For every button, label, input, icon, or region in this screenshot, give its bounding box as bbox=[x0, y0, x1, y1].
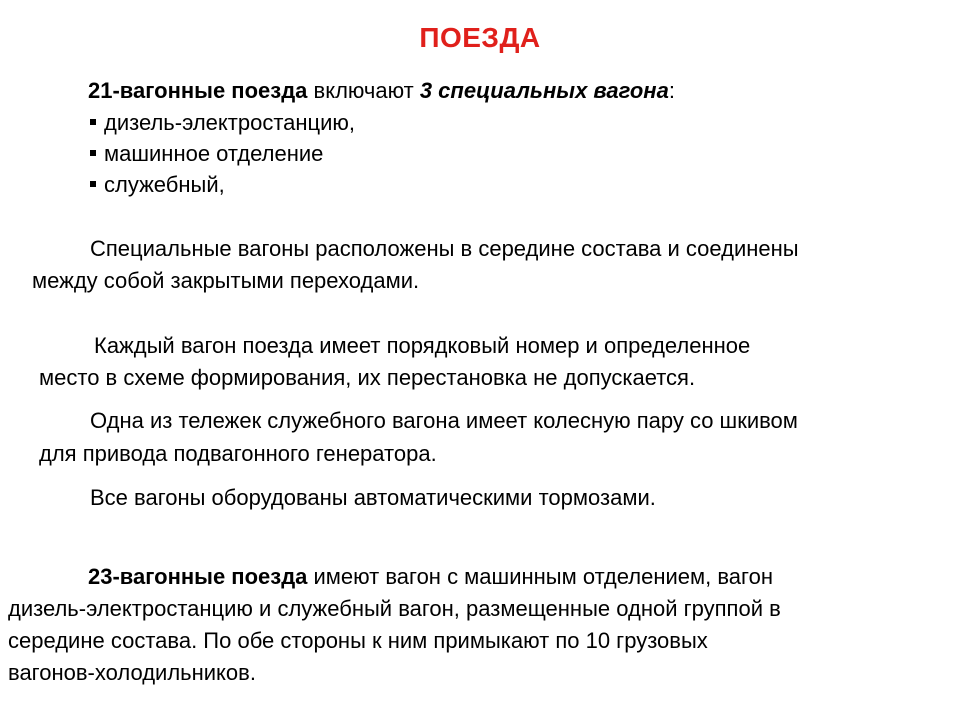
intro-mid: включают bbox=[307, 78, 420, 103]
paragraph-4-line-1: Все вагоны оборудованы автоматическими тормозами. bbox=[90, 485, 656, 510]
bullet-item bbox=[90, 110, 355, 136]
paragraph-1-line-1: Специальные вагоны расположены в середине состава и соединены bbox=[90, 236, 799, 261]
intro-end: : bbox=[668, 78, 675, 103]
paragraph-5-line-3: середине состава. По обе стороны к ним примыкают по 10 грузовых bbox=[8, 628, 708, 653]
paragraph-2-line-2: место в схеме формирования, их перестановка не допускается. bbox=[39, 365, 696, 390]
bullet-square-icon bbox=[90, 181, 96, 187]
bullet-square-icon bbox=[90, 119, 96, 125]
paragraph-5-line-4: вагонов-холодильников. bbox=[8, 660, 256, 685]
paragraph-5-bold: 23-вагонные поезда bbox=[88, 564, 308, 589]
paragraph-3-line-2: для привода подвагонного генератора. bbox=[39, 441, 437, 466]
paragraph-3-line-1: Одна из тележек служебного вагона имеет колесную пару со шкивом bbox=[90, 408, 798, 433]
bullet-item bbox=[90, 141, 323, 167]
bullet-item bbox=[90, 172, 225, 198]
paragraph-5-line-1 bbox=[88, 564, 773, 590]
paragraph-1-line-2: между собой закрытыми переходами. bbox=[32, 268, 420, 293]
paragraph-5-line-1-rest: имеют вагон с машинным отделением, вагон bbox=[307, 564, 773, 589]
intro-bold: 21-вагонные поезда bbox=[88, 78, 308, 103]
paragraph-5-line-2: дизель-электростанцию и служебный вагон, размещенные одной группой в bbox=[8, 596, 781, 621]
bullet-text: служебный, bbox=[104, 172, 225, 197]
bullet-square-icon bbox=[90, 150, 96, 156]
intro-line bbox=[88, 78, 675, 104]
bullet-text: дизель-электростанцию, bbox=[104, 110, 356, 135]
bullet-text: машинное отделение bbox=[104, 141, 324, 166]
paragraph-2-line-1: Каждый вагон поезда имеет порядковый номер и определенное bbox=[94, 333, 751, 358]
intro-bold-italic: 3 специальных вагона bbox=[419, 78, 669, 103]
page-title: ПОЕЗДА bbox=[419, 22, 541, 53]
